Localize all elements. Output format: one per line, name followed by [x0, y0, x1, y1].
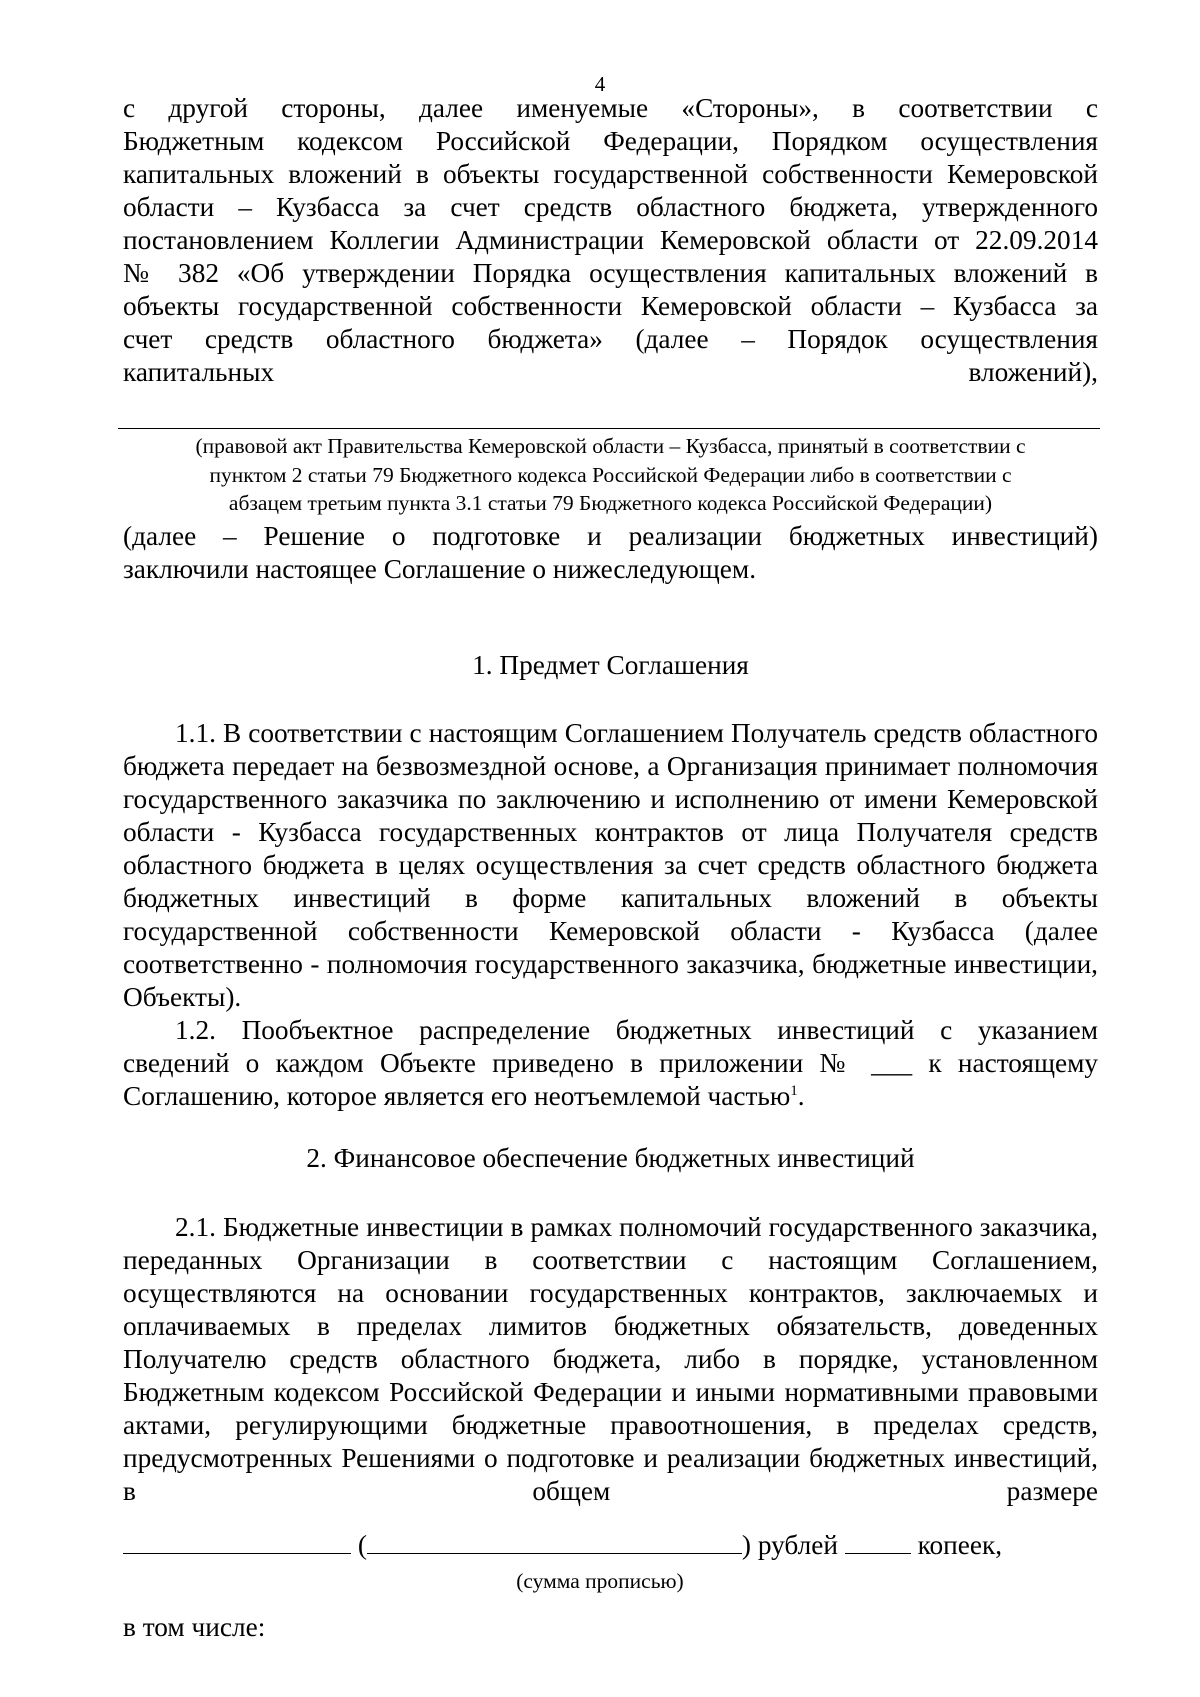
clause-1-2-end: . — [797, 1081, 805, 1111]
intro-line: объекты государственной собственности Кемеровской области – Кузбасса за — [123, 291, 1098, 321]
including-label: в том числе: — [123, 1612, 266, 1642]
caption-line: (правовой акт Правительства Кемеровской области – Кузбасса, принятый в соответствии с — [195, 434, 1026, 458]
sum-open-paren: ( — [357, 1530, 367, 1560]
intro-line: Бюджетным кодексом Российской Федерации, Порядком осуществления — [123, 126, 1098, 156]
intro-paragraph — [123, 92, 1098, 389]
intro-line: счет средств областного бюджета» (далее – Порядок осуществления — [123, 324, 1098, 354]
caption-line: абзацем третьим пункта 3.1 статьи 79 Бюджетного кодекса Российской Федерации) — [228, 491, 993, 515]
sum-caption: (сумма прописью) — [516, 1569, 684, 1593]
sum-digits-blank — [123, 1527, 351, 1554]
after-caption-line: (далее – Решение о подготовке и реализации бюджетных инвестиций) — [123, 521, 1098, 551]
clause-2-1 — [123, 1211, 1098, 1508]
section-2-heading: 2. Финансовое обеспечение бюджетных инвестиций — [306, 1143, 915, 1173]
intro-line: капитальных вложений), — [123, 357, 1098, 387]
clause-1-2-text: 1.2. Пообъектное распределение бюджетных инвестиций с указанием сведений о каждом Объекте приведено в приложении № ___ к настоящему Соглашению, которое является его неотъемлемой частью — [123, 1015, 1098, 1111]
intro-line: капитальных вложений в объекты государственной собственности Кемеровской — [123, 159, 1098, 189]
footnote-marker: 1 — [790, 1082, 798, 1099]
fill-in-line — [118, 428, 1100, 429]
intro-line: постановлением Коллегии Администрации Кемеровской области от 22.09.2014 — [123, 225, 1098, 255]
intro-line: № 382 «Об утверждении Порядка осуществления капитальных вложений в — [123, 258, 1098, 288]
after-caption-line: заключили настоящее Соглашение о нижеследующем. — [123, 554, 757, 584]
page-number: 4 — [594, 72, 606, 96]
clause-1-2 — [123, 1014, 1098, 1113]
kopecks-blank — [845, 1527, 911, 1554]
after-caption-paragraph — [123, 520, 1098, 586]
clause-2-1-text: 2.1. Бюджетные инвестиции в рамках полномочий государственного заказчика, переданных Организации в соответствии с настоящим Соглашением, осуществляются на основании государственных контрактов, заключаемых и оплачиваемых в пределах лимитов бюджетных обязательств, доведенных Получателю средств областного бюджета, либо в порядке, установленном Бюджетным кодексом Российской Федерации и иными нормативными правовыми актами, регулирующими бюджетные правоотношения, в пределах средств, предусмотренных Решениями о подготовке и реализации бюджетных инвестиций, в общем размере — [123, 1212, 1098, 1506]
legal-act-caption — [123, 432, 1098, 518]
caption-line: пунктом 2 статьи 79 Бюджетного кодекса Российской Федерации либо в соответствии с — [209, 462, 1012, 487]
clause-1-1: 1.1. В соответствии с настоящим Соглашением Получатель средств областного бюджета передает на безвозмездной основе, а Организация принимает полномочия государственного заказчика по заключению и исполнению от имени Кемеровской области - Кузбасса государственных контрактов от лица Получателя средств областного бюджета в целях осуществления за счет средств областного бюджета бюджетных инвестиций в форме капитальных вложений в объекты государственной собственности Кемеровской области - Кузбасса (далее соответственно - полномочия государственного заказчика, бюджетные инвестиции, Объекты). — [123, 718, 1098, 1012]
sum-fill-in-row — [123, 1527, 1002, 1561]
section-1-heading: 1. Предмет Соглашения — [472, 650, 749, 680]
intro-line: области – Кузбасса за счет средств областного бюджета, утвержденного — [123, 192, 1098, 222]
sum-kopecks-label: копеек, — [917, 1530, 1003, 1560]
intro-line: с другой стороны, далее именуемые «Стороны», в соответствии с — [123, 93, 1098, 123]
sum-rubles-label: ) рублей — [741, 1530, 838, 1560]
sum-words-blank — [367, 1527, 742, 1554]
section-1-body — [123, 717, 1098, 1113]
